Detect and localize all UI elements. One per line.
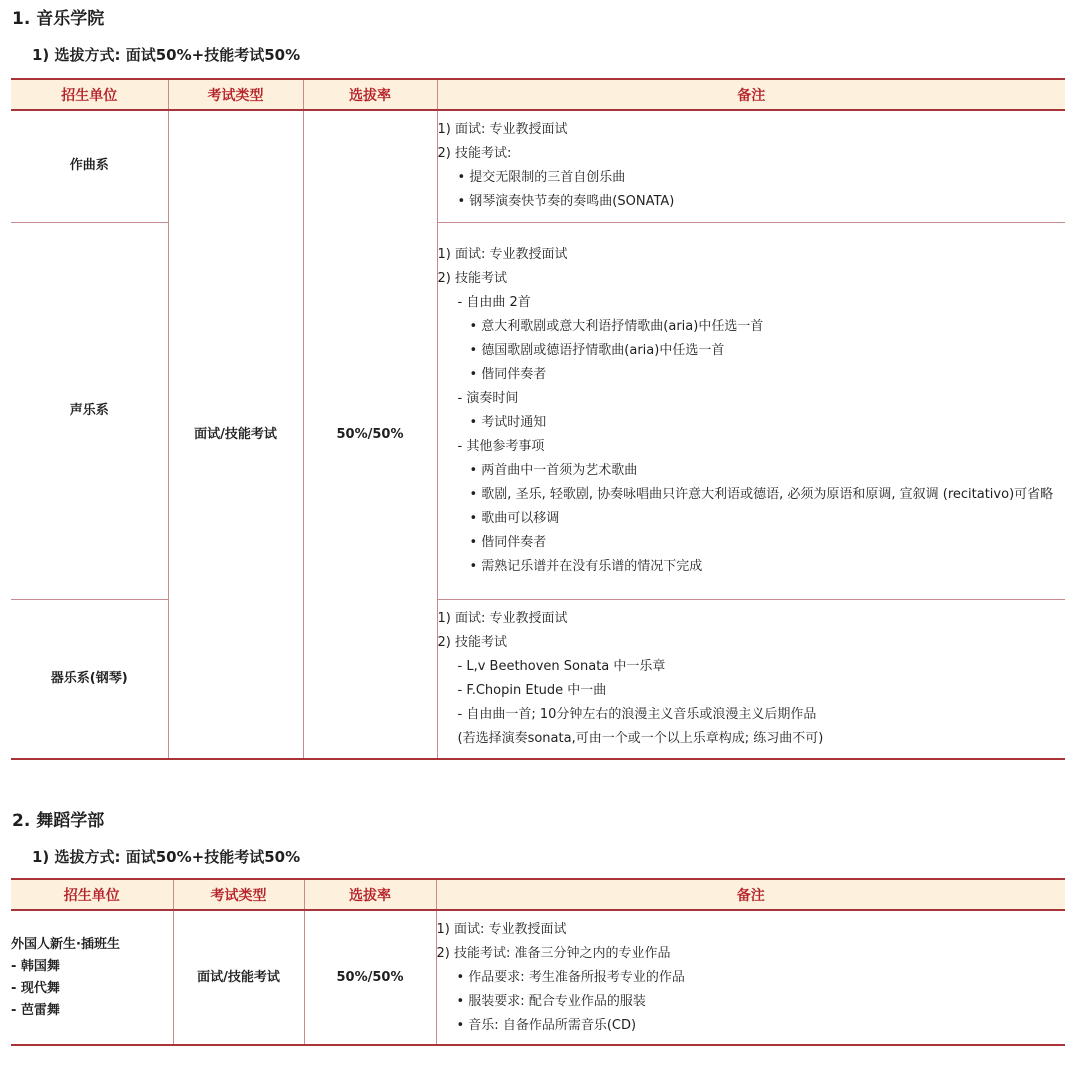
header-exam-type: 考试类型	[173, 879, 304, 910]
note-item: 1) 面试: 专业教授面试	[436, 921, 567, 937]
note-item: 1) 面试: 专业教授面试	[437, 122, 568, 138]
notes-list	[438, 243, 1066, 579]
unit-cell: 作曲系	[11, 110, 168, 222]
rate-cell: 50%/50%	[304, 910, 436, 1045]
note-item: 2) 技能考试: 准备三分钟之内的专业作品	[436, 945, 671, 961]
note-item: 1) 面试: 专业教授面试	[437, 246, 568, 262]
note-item: • 钢琴演奏快节奏的奏鸣曲(SONATA)	[457, 194, 675, 210]
notes-cell	[437, 110, 1065, 222]
note-item: - 其他参考事项	[457, 438, 545, 454]
unit-line: 外国人新生·插班生	[11, 936, 120, 952]
unit-cell: 声乐系	[11, 222, 168, 599]
unit-cell	[11, 910, 173, 1045]
header-rate: 选拔率	[304, 879, 436, 910]
header-notes: 备注	[437, 79, 1065, 110]
notes-list	[438, 607, 1066, 751]
note-item: - 自由曲一首; 10分钟左右的浪漫主义音乐或浪漫主义后期作品	[457, 706, 817, 722]
dance-admission-table	[11, 878, 1065, 1046]
note-item: • 考试时通知	[469, 414, 547, 430]
note-item: • 服装要求: 配合专业作品的服装	[456, 993, 646, 1009]
unit-cell: 器乐系(钢琴)	[11, 599, 168, 759]
note-item: • 歌曲可以移调	[469, 510, 560, 526]
note-item: 1) 面试: 专业教授面试	[437, 610, 568, 626]
section-title-music: 1. 音乐学院	[12, 9, 105, 29]
note-item: • 偕同伴奏者	[469, 534, 547, 550]
notes-list	[438, 118, 1066, 214]
unit-line: - 韩国舞	[11, 958, 60, 974]
unit-line: - 现代舞	[11, 980, 60, 996]
note-item: 2) 技能考试	[437, 270, 507, 286]
note-item: - F.Chopin Etude 中一曲	[457, 682, 607, 698]
note-item: • 音乐: 自备作品所需音乐(CD)	[456, 1017, 637, 1033]
header-exam-type: 考试类型	[168, 79, 303, 110]
table-row-dance	[11, 910, 1065, 1045]
notes-cell	[437, 599, 1065, 759]
header-notes: 备注	[436, 879, 1065, 910]
header-rate: 选拔率	[303, 79, 437, 110]
music-admission-table	[11, 78, 1065, 760]
note-item: • 歌剧, 圣乐, 轻歌剧, 协奏咏唱曲只许意大利语或德语, 必须为原语和原调, 宣叙调 (recitativo)可省略	[469, 486, 1054, 502]
note-item: - 自由曲 2首	[457, 294, 531, 310]
rate-cell: 50%/50%	[303, 110, 437, 759]
note-item: 2) 技能考试	[437, 634, 507, 650]
unit-line: - 芭雷舞	[11, 1002, 60, 1018]
header-unit: 招生单位	[11, 79, 168, 110]
note-item: • 需熟记乐谱并在没有乐谱的情况下完成	[469, 558, 703, 574]
notes-cell	[437, 222, 1065, 599]
note-item: • 提交无限制的三首自创乐曲	[457, 170, 626, 186]
note-item: • 德国歌剧或德语抒情歌曲(aria)中任选一首	[469, 342, 725, 358]
exam-type-cell: 面试/技能考试	[173, 910, 304, 1045]
section-title-dance: 2. 舞蹈学部	[12, 811, 105, 831]
table-header-row	[11, 79, 1065, 110]
note-item: • 两首曲中一首须为艺术歌曲	[469, 462, 638, 478]
note-item: - L,v Beethoven Sonata 中一乐章	[457, 658, 666, 674]
note-item: 2) 技能考试:	[437, 146, 512, 162]
note-item: • 偕同伴奏者	[469, 366, 547, 382]
notes-list	[437, 918, 1066, 1038]
header-unit: 招生单位	[11, 879, 173, 910]
note-item: • 意大利歌剧或意大利语抒情歌曲(aria)中任选一首	[469, 318, 764, 334]
notes-cell	[436, 910, 1065, 1045]
table-row-composition	[11, 110, 1065, 222]
note-item: • 作品要求: 考生准备所报考专业的作品	[456, 969, 685, 985]
note-item: (若选择演奏sonata,可由一个或一个以上乐章构成; 练习曲不可)	[457, 730, 824, 746]
table-header-row	[11, 879, 1065, 910]
selection-method-music: 1) 选拔方式: 面试50%+技能考试50%	[32, 46, 301, 64]
note-item: - 演奏时间	[457, 390, 519, 406]
exam-type-cell: 面试/技能考试	[168, 110, 303, 759]
selection-method-dance: 1) 选拔方式: 面试50%+技能考试50%	[32, 848, 301, 866]
